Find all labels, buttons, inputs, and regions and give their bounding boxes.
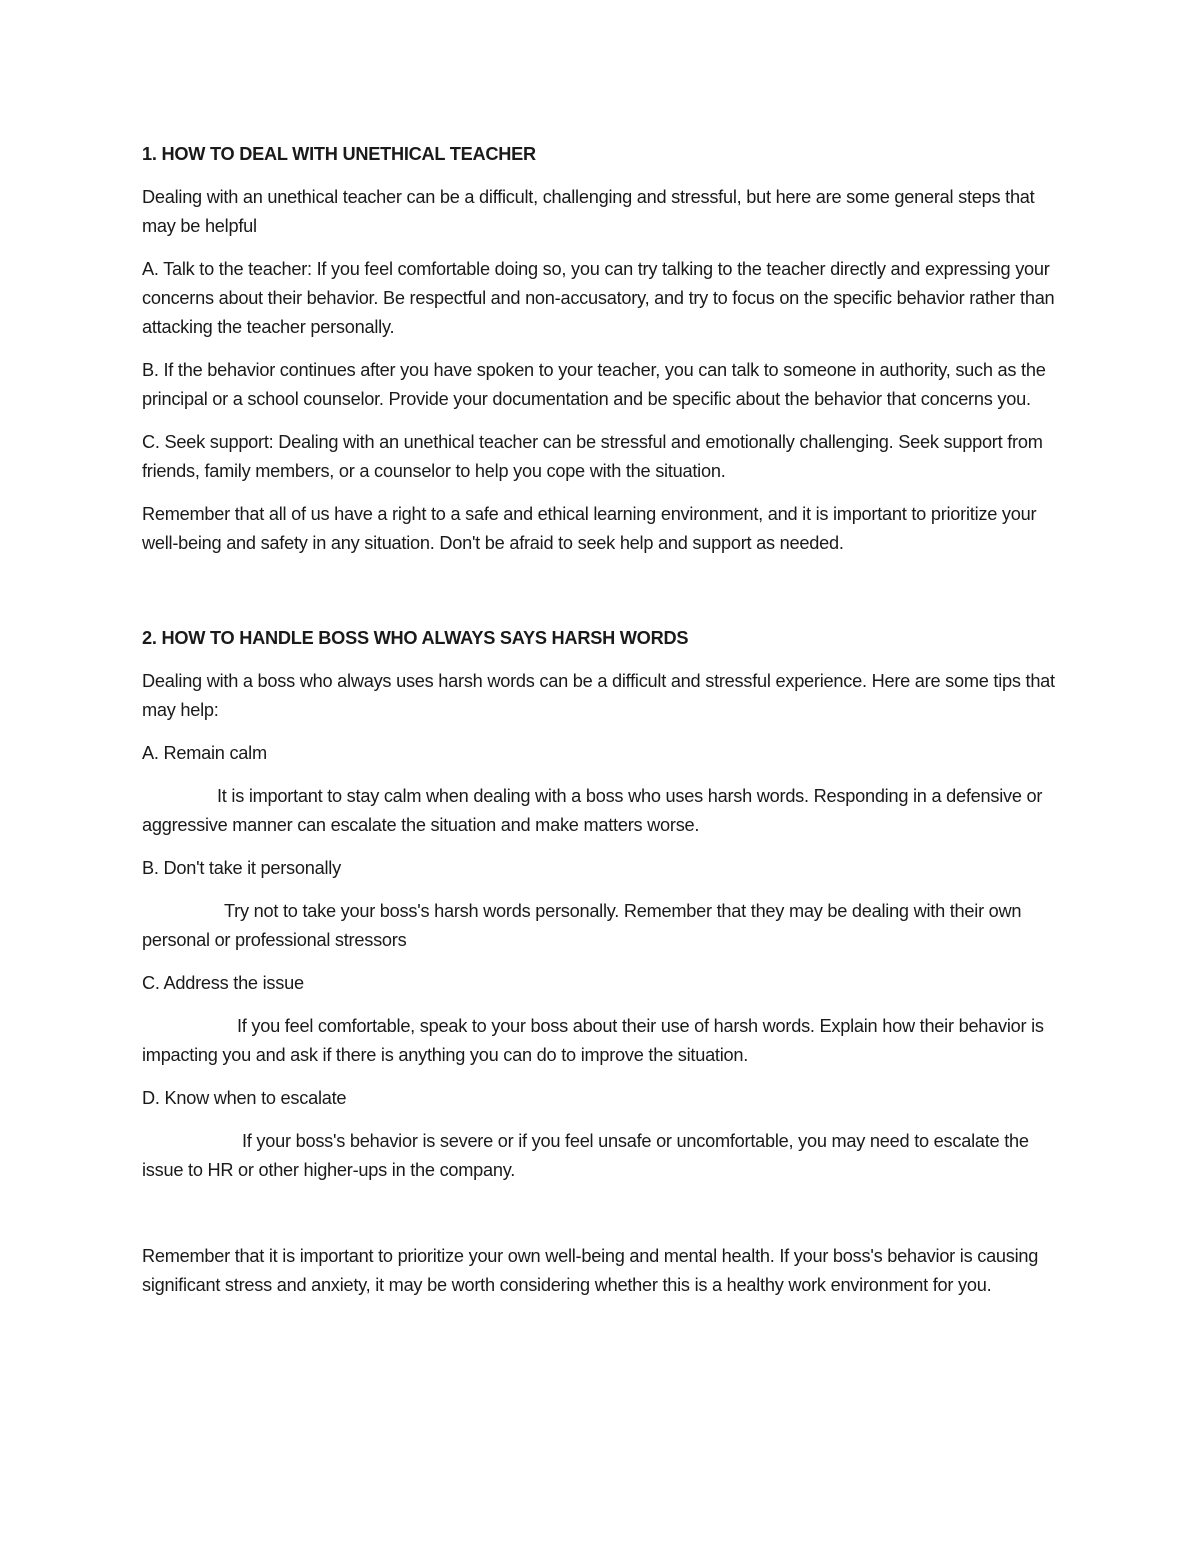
section-1-item-a: A. Talk to the teacher: If you feel comfortable doing so, you can try talking to the teacher directly and expressing your concerns about their behavior. Be respectful and non-accusatory, and try to focus on the specific behavior rather than attacking the teacher personally. (142, 259, 1055, 337)
section-2-item-a-title: A. Remain calm (142, 743, 267, 763)
section-2-intro: Dealing with a boss who always uses harsh words can be a difficult and stressful experience. Here are some tips that may help: (142, 671, 1055, 720)
section-2-item-d-body: If your boss's behavior is severe or if you feel unsafe or uncomfortable, you may need to escalate the issue to HR or other higher-ups in the company. (142, 1131, 1029, 1180)
section-2-item-a-body: It is important to stay calm when dealing with a boss who uses harsh words. Responding in a defensive or aggressive manner can escalate the situation and make matters worse. (142, 786, 1043, 835)
section-2-item-c-title: C. Address the issue (142, 973, 304, 993)
section-2-item-b-body: Try not to take your boss's harsh words personally. Remember that they may be dealing with their own personal or professional stressors (142, 901, 1022, 950)
section-1-heading: 1. HOW TO DEAL WITH UNETHICAL TEACHER (142, 144, 536, 164)
section-2-heading: 2. HOW TO HANDLE BOSS WHO ALWAYS SAYS HARSH WORDS (142, 628, 689, 648)
section-2-item-c-body: If you feel comfortable, speak to your boss about their use of harsh words. Explain how their behavior is impacting you and ask if there is anything you can do to improve the situation. (142, 1016, 1044, 1065)
section-2-closing: Remember that it is important to prioritize your own well-being and mental health. If your boss's behavior is causing significant stress and anxiety, it may be worth considering whether this is a healthy work environment for you. (142, 1246, 1039, 1295)
section-2-item-d-title: D. Know when to escalate (142, 1088, 347, 1108)
section-1-closing: Remember that all of us have a right to a safe and ethical learning environment, and it is important to prioritize your well-being and safety in any situation. Don't be afraid to seek help and support as needed. (142, 504, 1037, 553)
section-spacer (142, 572, 1062, 624)
document-page (142, 140, 1062, 1314)
section-1-item-b: B. If the behavior continues after you have spoken to your teacher, you can talk to someone in authority, such as the principal or a school counselor. Provide your documentation and be specific about the behavior that concerns you. (142, 360, 1046, 409)
section-2-item-b-title: B. Don't take it personally (142, 858, 341, 878)
section-1-item-c: C. Seek support: Dealing with an unethical teacher can be stressful and emotionally challenging. Seek support from friends, family members, or a counselor to help you cope with the situation. (142, 432, 1043, 481)
section-spacer (142, 1199, 1062, 1242)
section-1-intro: Dealing with an unethical teacher can be a difficult, challenging and stressful, but here are some general steps that may be helpful (142, 187, 1035, 236)
